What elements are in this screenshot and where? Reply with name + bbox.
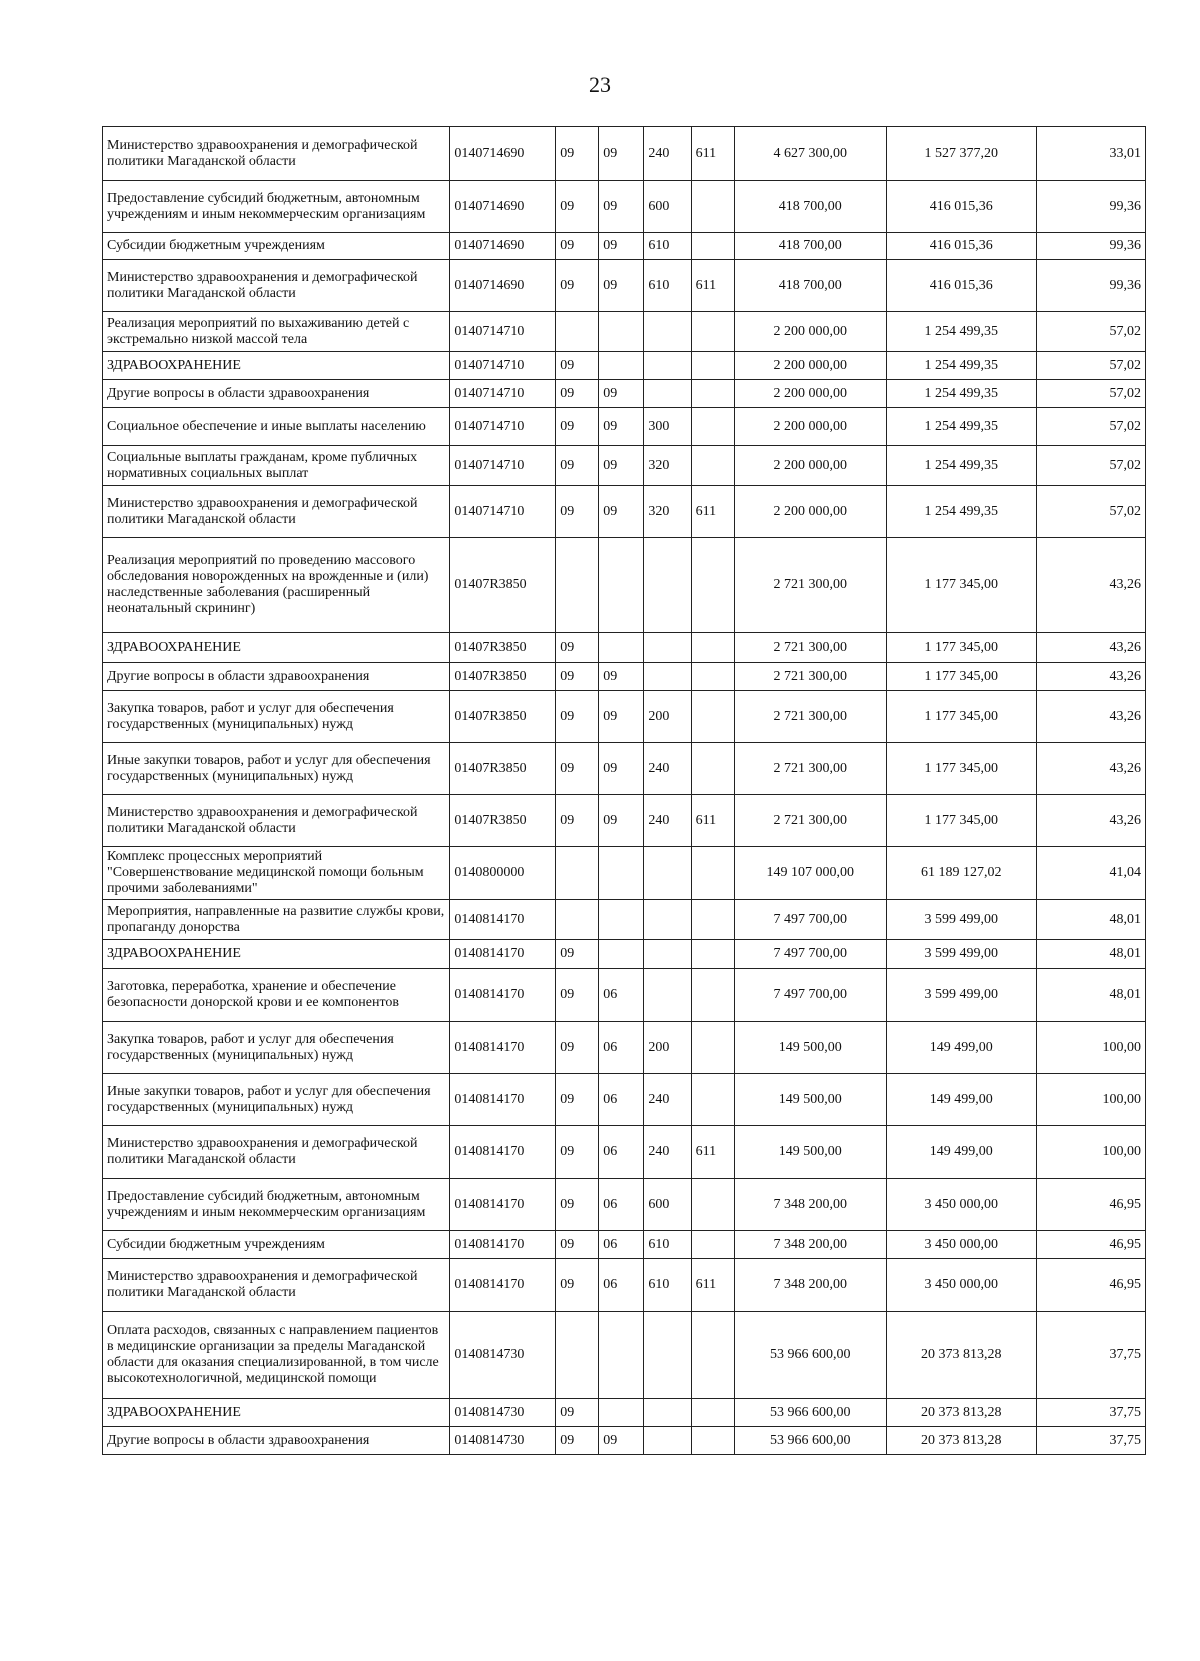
table-row: [103, 1399, 1146, 1427]
table-row: [103, 312, 1146, 352]
administrator-code: [691, 1312, 734, 1399]
table-row: [103, 486, 1146, 538]
administrator-code: [691, 940, 734, 969]
administrator-code: [691, 538, 734, 633]
target-article-code: 0140800000: [450, 847, 556, 900]
planned-amount: 4 627 300,00: [734, 127, 886, 181]
section-code: 09: [556, 446, 599, 486]
section-code: 09: [556, 127, 599, 181]
planned-amount: 418 700,00: [734, 260, 886, 312]
expense-type-code: [644, 940, 691, 969]
executed-amount: 20 373 813,28: [886, 1312, 1036, 1399]
executed-amount: 1 177 345,00: [886, 795, 1036, 847]
expense-type-code: [644, 900, 691, 940]
execution-percent: 100,00: [1036, 1074, 1145, 1126]
execution-percent: 41,04: [1036, 847, 1145, 900]
target-article-code: 0140714690: [450, 181, 556, 233]
subsection-code: [599, 1312, 644, 1399]
administrator-code: [691, 847, 734, 900]
expense-type-code: 610: [644, 233, 691, 260]
row-name: Другие вопросы в области здравоохранения: [103, 1427, 450, 1455]
administrator-code: [691, 1399, 734, 1427]
target-article-code: 01407R3850: [450, 538, 556, 633]
subsection-code: 09: [599, 1427, 644, 1455]
administrator-code: [691, 633, 734, 663]
subsection-code: 09: [599, 233, 644, 260]
expense-type-code: [644, 663, 691, 691]
subsection-code: 09: [599, 127, 644, 181]
planned-amount: 2 721 300,00: [734, 663, 886, 691]
subsection-code: [599, 538, 644, 633]
target-article-code: 0140814170: [450, 1074, 556, 1126]
table-row: [103, 1231, 1146, 1259]
execution-percent: 37,75: [1036, 1312, 1145, 1399]
expense-type-code: [644, 538, 691, 633]
table-row: [103, 743, 1146, 795]
subsection-code: 09: [599, 408, 644, 446]
planned-amount: 2 200 000,00: [734, 486, 886, 538]
expense-type-code: 200: [644, 1022, 691, 1074]
planned-amount: 2 200 000,00: [734, 352, 886, 380]
row-name: Министерство здравоохранения и демографической политики Магаданской области: [103, 260, 450, 312]
execution-percent: 99,36: [1036, 233, 1145, 260]
table-row: [103, 446, 1146, 486]
section-code: 09: [556, 1179, 599, 1231]
executed-amount: 1 177 345,00: [886, 663, 1036, 691]
table-row: [103, 260, 1146, 312]
executed-amount: 20 373 813,28: [886, 1399, 1036, 1427]
executed-amount: 149 499,00: [886, 1022, 1036, 1074]
expense-type-code: 240: [644, 1074, 691, 1126]
expense-type-code: 610: [644, 1259, 691, 1312]
execution-percent: 100,00: [1036, 1126, 1145, 1179]
expense-type-code: [644, 1427, 691, 1455]
execution-percent: 46,95: [1036, 1231, 1145, 1259]
administrator-code: [691, 1427, 734, 1455]
executed-amount: 1 254 499,35: [886, 486, 1036, 538]
target-article-code: 0140814730: [450, 1312, 556, 1399]
administrator-code: [691, 663, 734, 691]
executed-amount: 3 599 499,00: [886, 940, 1036, 969]
subsection-code: 09: [599, 181, 644, 233]
execution-percent: 48,01: [1036, 940, 1145, 969]
section-code: 09: [556, 1231, 599, 1259]
section-code: 09: [556, 352, 599, 380]
administrator-code: [691, 181, 734, 233]
execution-percent: 57,02: [1036, 446, 1145, 486]
executed-amount: 1 254 499,35: [886, 312, 1036, 352]
planned-amount: 2 200 000,00: [734, 408, 886, 446]
subsection-code: 06: [599, 1022, 644, 1074]
expense-type-code: 320: [644, 486, 691, 538]
planned-amount: 149 107 000,00: [734, 847, 886, 900]
table-row: [103, 1074, 1146, 1126]
execution-percent: 57,02: [1036, 408, 1145, 446]
execution-percent: 100,00: [1036, 1022, 1145, 1074]
executed-amount: 1 254 499,35: [886, 408, 1036, 446]
administrator-code: 611: [691, 1126, 734, 1179]
executed-amount: 3 599 499,00: [886, 900, 1036, 940]
execution-percent: 99,36: [1036, 260, 1145, 312]
execution-percent: 57,02: [1036, 352, 1145, 380]
row-name: Закупка товаров, работ и услуг для обеспечения государственных (муниципальных) нужд: [103, 691, 450, 743]
expense-type-code: 240: [644, 1126, 691, 1179]
administrator-code: [691, 691, 734, 743]
target-article-code: 01407R3850: [450, 743, 556, 795]
target-article-code: 0140714710: [450, 486, 556, 538]
executed-amount: 20 373 813,28: [886, 1427, 1036, 1455]
subsection-code: [599, 312, 644, 352]
row-name: Социальное обеспечение и иные выплаты населению: [103, 408, 450, 446]
administrator-code: [691, 408, 734, 446]
page-number: 23: [589, 72, 611, 97]
table-row: [103, 847, 1146, 900]
section-code: 09: [556, 1022, 599, 1074]
row-name: Заготовка, переработка, хранение и обеспечение безопасности донорской крови и ее компонентов: [103, 969, 450, 1022]
execution-percent: 57,02: [1036, 312, 1145, 352]
planned-amount: 2 721 300,00: [734, 538, 886, 633]
execution-percent: 43,26: [1036, 663, 1145, 691]
execution-percent: 48,01: [1036, 969, 1145, 1022]
section-code: 09: [556, 633, 599, 663]
section-code: 09: [556, 181, 599, 233]
target-article-code: 0140814170: [450, 1231, 556, 1259]
subsection-code: 06: [599, 1074, 644, 1126]
subsection-code: 09: [599, 691, 644, 743]
execution-percent: 43,26: [1036, 743, 1145, 795]
table-row: [103, 663, 1146, 691]
subsection-code: [599, 1399, 644, 1427]
target-article-code: 01407R3850: [450, 663, 556, 691]
target-article-code: 0140814170: [450, 969, 556, 1022]
subsection-code: 06: [599, 1231, 644, 1259]
subsection-code: 09: [599, 446, 644, 486]
row-name: Предоставление субсидий бюджетным, автономным учреждениям и иным некоммерческим организациям: [103, 1179, 450, 1231]
subsection-code: 06: [599, 1126, 644, 1179]
executed-amount: 1 254 499,35: [886, 380, 1036, 408]
executed-amount: 1 527 377,20: [886, 127, 1036, 181]
subsection-code: 06: [599, 969, 644, 1022]
row-name: Другие вопросы в области здравоохранения: [103, 380, 450, 408]
executed-amount: 3 450 000,00: [886, 1231, 1036, 1259]
row-name: Министерство здравоохранения и демографической политики Магаданской области: [103, 127, 450, 181]
execution-percent: 46,95: [1036, 1179, 1145, 1231]
planned-amount: 2 721 300,00: [734, 795, 886, 847]
execution-percent: 37,75: [1036, 1399, 1145, 1427]
table-row: [103, 633, 1146, 663]
target-article-code: 0140714710: [450, 408, 556, 446]
expense-type-code: 240: [644, 795, 691, 847]
row-name: Комплекс процессных мероприятий "Совершенствование медицинской помощи больным прочими заболеваниями": [103, 847, 450, 900]
expense-type-code: [644, 633, 691, 663]
row-name: Иные закупки товаров, работ и услуг для обеспечения государственных (муниципальных) нужд: [103, 743, 450, 795]
section-code: [556, 1312, 599, 1399]
executed-amount: 3 599 499,00: [886, 969, 1036, 1022]
section-code: 09: [556, 691, 599, 743]
planned-amount: 149 500,00: [734, 1022, 886, 1074]
administrator-code: [691, 969, 734, 1022]
planned-amount: 2 721 300,00: [734, 743, 886, 795]
target-article-code: 0140714710: [450, 446, 556, 486]
section-code: 09: [556, 795, 599, 847]
target-article-code: 0140814170: [450, 1259, 556, 1312]
executed-amount: 149 499,00: [886, 1126, 1036, 1179]
administrator-code: [691, 1074, 734, 1126]
administrator-code: [691, 1231, 734, 1259]
row-name: Министерство здравоохранения и демографической политики Магаданской области: [103, 795, 450, 847]
table-row: [103, 795, 1146, 847]
executed-amount: 1 254 499,35: [886, 446, 1036, 486]
expense-type-code: [644, 969, 691, 1022]
target-article-code: 01407R3850: [450, 633, 556, 663]
expense-type-code: [644, 352, 691, 380]
section-code: [556, 847, 599, 900]
table-row: [103, 1312, 1146, 1399]
subsection-code: [599, 940, 644, 969]
row-name: Мероприятия, направленные на развитие службы крови, пропаганду донорства: [103, 900, 450, 940]
execution-percent: 43,26: [1036, 633, 1145, 663]
expense-type-code: 300: [644, 408, 691, 446]
execution-percent: 99,36: [1036, 181, 1145, 233]
row-name: Министерство здравоохранения и демографической политики Магаданской области: [103, 1259, 450, 1312]
section-code: 09: [556, 260, 599, 312]
table-row: [103, 940, 1146, 969]
subsection-code: 09: [599, 260, 644, 312]
table-body: [103, 127, 1146, 1455]
section-code: [556, 900, 599, 940]
row-name: ЗДРАВООХРАНЕНИЕ: [103, 1399, 450, 1427]
executed-amount: 1 177 345,00: [886, 538, 1036, 633]
expense-type-code: 610: [644, 260, 691, 312]
row-name: Социальные выплаты гражданам, кроме публичных нормативных социальных выплат: [103, 446, 450, 486]
table-row: [103, 969, 1146, 1022]
administrator-code: [691, 312, 734, 352]
section-code: 09: [556, 380, 599, 408]
executed-amount: 416 015,36: [886, 260, 1036, 312]
execution-percent: 33,01: [1036, 127, 1145, 181]
administrator-code: 611: [691, 260, 734, 312]
planned-amount: 2 200 000,00: [734, 380, 886, 408]
table-row: [103, 181, 1146, 233]
row-name: Закупка товаров, работ и услуг для обеспечения государственных (муниципальных) нужд: [103, 1022, 450, 1074]
table-row: [103, 1126, 1146, 1179]
administrator-code: 611: [691, 127, 734, 181]
table-row: [103, 127, 1146, 181]
target-article-code: 0140814170: [450, 1022, 556, 1074]
section-code: [556, 312, 599, 352]
subsection-code: 06: [599, 1259, 644, 1312]
target-article-code: 01407R3850: [450, 795, 556, 847]
row-name: ЗДРАВООХРАНЕНИЕ: [103, 940, 450, 969]
expense-type-code: [644, 847, 691, 900]
executed-amount: 416 015,36: [886, 181, 1036, 233]
expense-type-code: [644, 1312, 691, 1399]
executed-amount: 1 177 345,00: [886, 633, 1036, 663]
execution-percent: 57,02: [1036, 486, 1145, 538]
budget-table: [102, 126, 1146, 1455]
target-article-code: 0140814730: [450, 1399, 556, 1427]
executed-amount: 149 499,00: [886, 1074, 1036, 1126]
execution-percent: 43,26: [1036, 691, 1145, 743]
planned-amount: 149 500,00: [734, 1126, 886, 1179]
executed-amount: 416 015,36: [886, 233, 1036, 260]
expense-type-code: [644, 312, 691, 352]
row-name: Министерство здравоохранения и демографической политики Магаданской области: [103, 1126, 450, 1179]
subsection-code: [599, 352, 644, 380]
section-code: [556, 538, 599, 633]
row-name: Реализация мероприятий по проведению массового обследования новорожденных на врожденные и (или) наследственные заболевания (расширенный неонатальный скрининг): [103, 538, 450, 633]
target-article-code: 0140714690: [450, 233, 556, 260]
section-code: 09: [556, 969, 599, 1022]
administrator-code: [691, 900, 734, 940]
planned-amount: 2 200 000,00: [734, 312, 886, 352]
table-row: [103, 900, 1146, 940]
planned-amount: 7 348 200,00: [734, 1259, 886, 1312]
administrator-code: 611: [691, 486, 734, 538]
administrator-code: [691, 352, 734, 380]
table-row: [103, 352, 1146, 380]
executed-amount: 61 189 127,02: [886, 847, 1036, 900]
row-name: Реализация мероприятий по выхаживанию детей с экстремально низкой массой тела: [103, 312, 450, 352]
execution-percent: 43,26: [1036, 538, 1145, 633]
planned-amount: 2 721 300,00: [734, 691, 886, 743]
planned-amount: 2 200 000,00: [734, 446, 886, 486]
expense-type-code: 320: [644, 446, 691, 486]
administrator-code: [691, 233, 734, 260]
planned-amount: 7 348 200,00: [734, 1179, 886, 1231]
table-row: [103, 1427, 1146, 1455]
subsection-code: 09: [599, 663, 644, 691]
executed-amount: 1 177 345,00: [886, 743, 1036, 795]
row-name: ЗДРАВООХРАНЕНИЕ: [103, 352, 450, 380]
row-name: Иные закупки товаров, работ и услуг для обеспечения государственных (муниципальных) нужд: [103, 1074, 450, 1126]
subsection-code: 06: [599, 1179, 644, 1231]
section-code: 09: [556, 663, 599, 691]
section-code: 09: [556, 486, 599, 538]
administrator-code: 611: [691, 795, 734, 847]
target-article-code: 0140714710: [450, 312, 556, 352]
target-article-code: 0140714690: [450, 260, 556, 312]
target-article-code: 01407R3850: [450, 691, 556, 743]
expense-type-code: [644, 1399, 691, 1427]
administrator-code: [691, 446, 734, 486]
planned-amount: 7 497 700,00: [734, 900, 886, 940]
execution-percent: 43,26: [1036, 795, 1145, 847]
administrator-code: 611: [691, 1259, 734, 1312]
planned-amount: 53 966 600,00: [734, 1427, 886, 1455]
target-article-code: 0140814170: [450, 900, 556, 940]
planned-amount: 7 497 700,00: [734, 969, 886, 1022]
row-name: Субсидии бюджетным учреждениям: [103, 1231, 450, 1259]
row-name: Предоставление субсидий бюджетным, автономным учреждениям и иным некоммерческим организациям: [103, 181, 450, 233]
table-row: [103, 233, 1146, 260]
expense-type-code: 600: [644, 1179, 691, 1231]
execution-percent: 46,95: [1036, 1259, 1145, 1312]
planned-amount: 7 348 200,00: [734, 1231, 886, 1259]
administrator-code: [691, 1179, 734, 1231]
subsection-code: 09: [599, 743, 644, 795]
row-name: ЗДРАВООХРАНЕНИЕ: [103, 633, 450, 663]
execution-percent: 57,02: [1036, 380, 1145, 408]
administrator-code: [691, 1022, 734, 1074]
target-article-code: 0140814730: [450, 1427, 556, 1455]
table-row: [103, 1259, 1146, 1312]
table-row: [103, 380, 1146, 408]
table-row: [103, 1022, 1146, 1074]
executed-amount: 3 450 000,00: [886, 1259, 1036, 1312]
row-name: Министерство здравоохранения и демографической политики Магаданской области: [103, 486, 450, 538]
subsection-code: 09: [599, 380, 644, 408]
expense-type-code: [644, 380, 691, 408]
planned-amount: 149 500,00: [734, 1074, 886, 1126]
expense-type-code: 600: [644, 181, 691, 233]
target-article-code: 0140814170: [450, 940, 556, 969]
expense-type-code: 240: [644, 743, 691, 795]
executed-amount: 1 254 499,35: [886, 352, 1036, 380]
table-row: [103, 1179, 1146, 1231]
planned-amount: 418 700,00: [734, 233, 886, 260]
administrator-code: [691, 743, 734, 795]
planned-amount: 53 966 600,00: [734, 1399, 886, 1427]
section-code: 09: [556, 233, 599, 260]
planned-amount: 53 966 600,00: [734, 1312, 886, 1399]
expense-type-code: 610: [644, 1231, 691, 1259]
section-code: 09: [556, 1259, 599, 1312]
expense-type-code: 240: [644, 127, 691, 181]
section-code: 09: [556, 1126, 599, 1179]
expense-type-code: 200: [644, 691, 691, 743]
row-name: Другие вопросы в области здравоохранения: [103, 663, 450, 691]
section-code: 09: [556, 408, 599, 446]
table-row: [103, 691, 1146, 743]
section-code: 09: [556, 1399, 599, 1427]
subsection-code: 09: [599, 795, 644, 847]
target-article-code: 0140714710: [450, 380, 556, 408]
target-article-code: 0140814170: [450, 1126, 556, 1179]
subsection-code: [599, 847, 644, 900]
executed-amount: 3 450 000,00: [886, 1179, 1036, 1231]
subsection-code: [599, 633, 644, 663]
target-article-code: 0140714690: [450, 127, 556, 181]
administrator-code: [691, 380, 734, 408]
section-code: 09: [556, 743, 599, 795]
planned-amount: 418 700,00: [734, 181, 886, 233]
target-article-code: 0140714710: [450, 352, 556, 380]
execution-percent: 48,01: [1036, 900, 1145, 940]
section-code: 09: [556, 1427, 599, 1455]
subsection-code: [599, 900, 644, 940]
planned-amount: 2 721 300,00: [734, 633, 886, 663]
table-row: [103, 408, 1146, 446]
section-code: 09: [556, 1074, 599, 1126]
planned-amount: 7 497 700,00: [734, 940, 886, 969]
row-name: Оплата расходов, связанных с направлением пациентов в медицинские организации за пределы Магаданской области для оказания специализированной, в том числе высокотехнологичной, медицинской помощи: [103, 1312, 450, 1399]
execution-percent: 37,75: [1036, 1427, 1145, 1455]
target-article-code: 0140814170: [450, 1179, 556, 1231]
section-code: 09: [556, 940, 599, 969]
executed-amount: 1 177 345,00: [886, 691, 1036, 743]
row-name: Субсидии бюджетным учреждениям: [103, 233, 450, 260]
subsection-code: 09: [599, 486, 644, 538]
table-row: [103, 538, 1146, 633]
